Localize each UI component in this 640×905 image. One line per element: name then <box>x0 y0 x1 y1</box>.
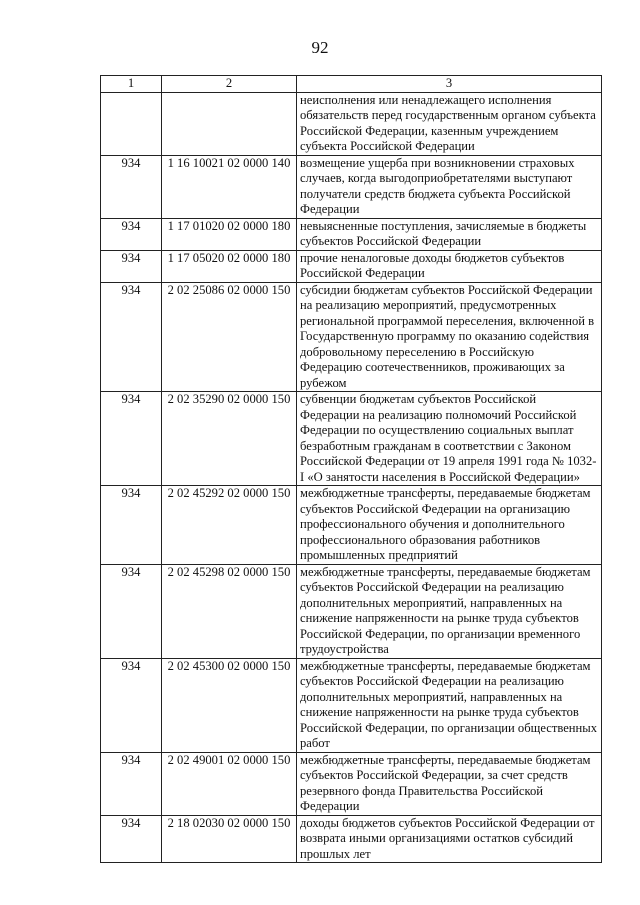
table-row <box>101 155 602 218</box>
admin-code-cell: 934 <box>101 282 162 392</box>
description-cell: неисполнения или ненадлежащего исполнения обязательств перед государственным органом субъекта Российской Федерации, казенным учреждением субъекта Российской Федерации <box>297 92 602 155</box>
column-header-2: 2 <box>162 76 297 93</box>
admin-code-cell: 934 <box>101 658 162 752</box>
budget-code-cell: 2 02 45298 02 0000 150 <box>162 564 297 658</box>
budget-code-cell: 2 02 45292 02 0000 150 <box>162 486 297 565</box>
table-row <box>101 282 602 392</box>
admin-code-cell: 934 <box>101 392 162 486</box>
description-cell: межбюджетные трансферты, передаваемые бюджетам субъектов Российской Федерации, за счет средств резервного фонда Правительства Российской Федерации <box>297 752 602 815</box>
description-cell: межбюджетные трансферты, передаваемые бюджетам субъектов Российской Федерации на реализацию дополнительных мероприятий, направленных на снижение напряженности на рынке труда субъектов Российской Федерации, по организации общественных работ <box>297 658 602 752</box>
admin-code-cell <box>101 92 162 155</box>
admin-code-cell: 934 <box>101 155 162 218</box>
description-cell: прочие неналоговые доходы бюджетов субъектов Российской Федерации <box>297 250 602 282</box>
budget-code-cell: 2 02 25086 02 0000 150 <box>162 282 297 392</box>
admin-code-cell: 934 <box>101 218 162 250</box>
column-header-3: 3 <box>297 76 602 93</box>
admin-code-cell: 934 <box>101 250 162 282</box>
table-row <box>101 218 602 250</box>
description-cell: субвенции бюджетам субъектов Российской Федерации на реализацию полномочий Российской Федерации по осуществлению социальных выплат безработным гражданам в соответствии с Законом Российской Федерации от 19 апреля 1991 года № 1032-I «О занятости населения в Российской Федерации» <box>297 392 602 486</box>
description-cell: межбюджетные трансферты, передаваемые бюджетам субъектов Российской Федерации на организацию профессионального обучения и дополнительного профессионального образования работников промышленных предприятий <box>297 486 602 565</box>
budget-code-cell: 2 02 45300 02 0000 150 <box>162 658 297 752</box>
budget-code-cell: 2 02 35290 02 0000 150 <box>162 392 297 486</box>
table-row <box>101 564 602 658</box>
budget-code-cell: 1 17 01020 02 0000 180 <box>162 218 297 250</box>
page-number: 92 <box>311 38 329 57</box>
budget-code-cell: 1 16 10021 02 0000 140 <box>162 155 297 218</box>
budget-code-cell: 2 18 02030 02 0000 150 <box>162 815 297 863</box>
table-row <box>101 658 602 752</box>
budget-code-cell <box>162 92 297 155</box>
table-header-row <box>101 76 602 93</box>
description-cell: возмещение ущерба при возникновении страховых случаев, когда выгодоприобретателями выступают получатели средств бюджета субъекта Российской Федерации <box>297 155 602 218</box>
admin-code-cell: 934 <box>101 815 162 863</box>
table-row <box>101 250 602 282</box>
description-cell: межбюджетные трансферты, передаваемые бюджетам субъектов Российской Федерации на реализацию дополнительных мероприятий, направленных на снижение напряженности на рынке труда субъектов Российской Федерации, по организации временного трудоустройства <box>297 564 602 658</box>
budget-code-cell: 1 17 05020 02 0000 180 <box>162 250 297 282</box>
description-cell: доходы бюджетов субъектов Российской Федерации от возврата иными организациями остатков субсидий прошлых лет <box>297 815 602 863</box>
admin-code-cell: 934 <box>101 564 162 658</box>
admin-code-cell: 934 <box>101 752 162 815</box>
table-row <box>101 815 602 863</box>
table-row <box>101 486 602 565</box>
table-row <box>101 752 602 815</box>
budget-classification-table <box>100 75 602 863</box>
table-row <box>101 392 602 486</box>
admin-code-cell: 934 <box>101 486 162 565</box>
table-row <box>101 92 602 155</box>
column-header-1: 1 <box>101 76 162 93</box>
description-cell: невыясненные поступления, зачисляемые в бюджеты субъектов Российской Федерации <box>297 218 602 250</box>
description-cell: субсидии бюджетам субъектов Российской Федерации на реализацию мероприятий, предусмотренных региональной программой переселения, включенной в Государственную программу по оказанию содействия добровольному переселению в Российскую Федерацию соотечественников, проживающих за рубежом <box>297 282 602 392</box>
budget-code-cell: 2 02 49001 02 0000 150 <box>162 752 297 815</box>
